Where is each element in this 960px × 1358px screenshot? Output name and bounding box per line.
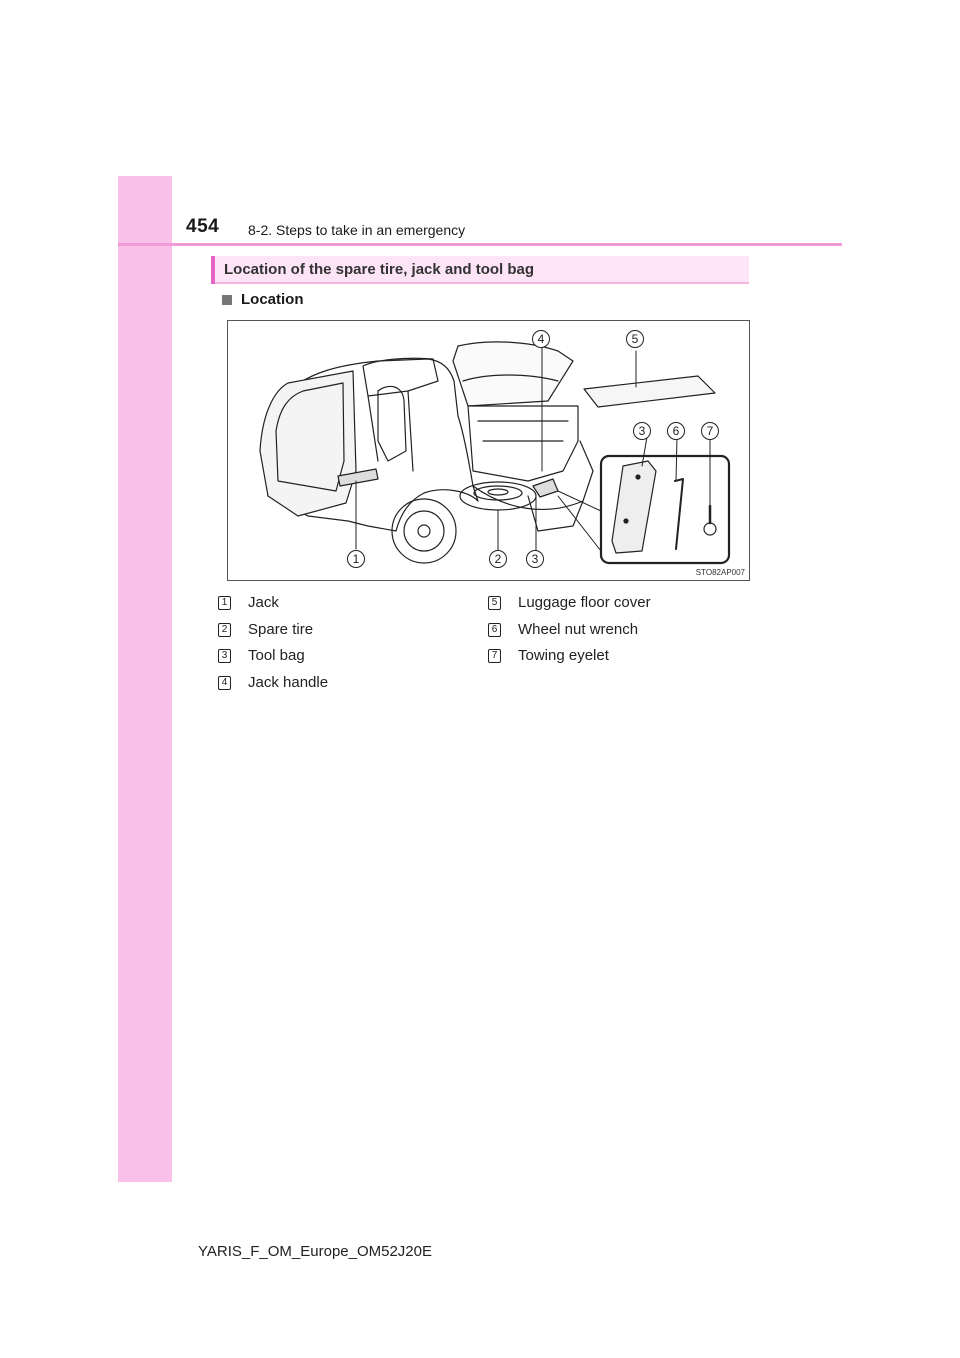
legend-item-wheel-nut-wrench bbox=[488, 621, 638, 638]
side-band bbox=[118, 176, 172, 1182]
illustration-figure bbox=[227, 320, 750, 581]
callout-1: 1 bbox=[347, 550, 365, 568]
legend-item-spare-tire bbox=[218, 621, 313, 638]
cargo-area bbox=[468, 406, 578, 481]
subheading bbox=[222, 291, 304, 308]
section-heading-box bbox=[211, 256, 749, 284]
legend-number: 1 bbox=[218, 596, 231, 610]
legend-label: Jack bbox=[248, 594, 279, 611]
callout-3: 3 bbox=[526, 550, 544, 568]
tool-bag bbox=[612, 461, 656, 553]
legend-label: Towing eyelet bbox=[518, 647, 609, 664]
open-door bbox=[260, 371, 356, 516]
legend-item-towing-eyelet bbox=[488, 647, 609, 664]
header-rule bbox=[118, 243, 842, 246]
legend-number: 7 bbox=[488, 649, 501, 663]
legend-number: 2 bbox=[218, 623, 231, 637]
legend-number: 5 bbox=[488, 596, 501, 610]
legend-label: Spare tire bbox=[248, 621, 314, 638]
callout-7: 7 bbox=[701, 422, 719, 440]
legend-number: 6 bbox=[488, 623, 501, 637]
rear-wheel bbox=[392, 499, 456, 563]
car-illustration bbox=[228, 321, 751, 582]
subheading-label: Location bbox=[241, 291, 304, 308]
luggage-floor-cover bbox=[584, 376, 715, 407]
callout-5: 5 bbox=[626, 330, 644, 348]
legend-item-jack-handle bbox=[218, 674, 328, 691]
figure-code: STO82AP007 bbox=[695, 568, 745, 577]
footer-doc-id: YARIS_F_OM_Europe_OM52J20E bbox=[198, 1243, 433, 1260]
legend-number: 4 bbox=[218, 676, 231, 690]
callout-3-inset: 3 bbox=[633, 422, 651, 440]
legend-number: 3 bbox=[218, 649, 231, 663]
tool-bag-small bbox=[533, 479, 558, 497]
chapter-title: 8-2. Steps to take in an emergency bbox=[248, 222, 466, 238]
legend-item-tool-bag bbox=[218, 647, 305, 664]
legend-label: Luggage floor cover bbox=[518, 594, 651, 611]
bullet-square-icon bbox=[222, 295, 232, 305]
callout-6: 6 bbox=[667, 422, 685, 440]
legend-item-jack bbox=[218, 594, 279, 611]
callout-4: 4 bbox=[532, 330, 550, 348]
section-accent-bar bbox=[211, 256, 215, 284]
open-hatch bbox=[453, 342, 573, 406]
legend-label: Tool bag bbox=[248, 647, 305, 664]
legend-label: Wheel nut wrench bbox=[518, 621, 639, 638]
wheel-nut-wrench bbox=[675, 479, 683, 549]
legend-label: Jack handle bbox=[248, 674, 329, 691]
section-title: Location of the spare tire, jack and tool bag bbox=[224, 261, 535, 278]
legend-item-luggage-floor-cover bbox=[488, 594, 651, 611]
callout-2: 2 bbox=[489, 550, 507, 568]
seat bbox=[378, 386, 406, 461]
page-number: 454 bbox=[186, 216, 220, 237]
